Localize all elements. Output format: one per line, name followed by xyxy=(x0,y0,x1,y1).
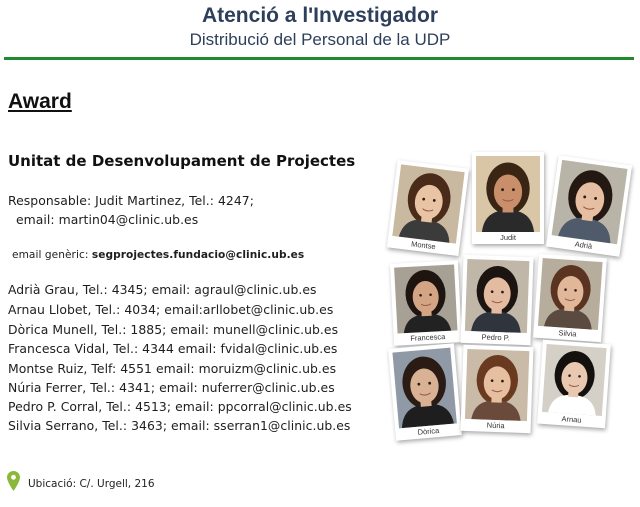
staff-item: Arnau Llobet, Tel.: 4034; email:arllobet@clinic.ub.es xyxy=(8,302,334,317)
staff-photo xyxy=(537,340,611,429)
responsable-email[interactable]: email: martin04@clinic.ub.es xyxy=(16,212,199,227)
portrait-image xyxy=(392,348,456,429)
map-pin-icon xyxy=(7,471,20,491)
location-text: Ubicació: C/. Urgell, 216 xyxy=(28,478,155,490)
photo-caption: Adrià xyxy=(574,239,593,251)
generic-email-link[interactable]: segprojectes.fundacio@clinic.ub.es xyxy=(91,249,305,261)
staff-item: Adrià Grau, Tel.: 4345; email: agraul@clinic.ub.es xyxy=(8,282,317,297)
generic-email-line xyxy=(12,249,304,261)
staff-photo xyxy=(390,260,462,345)
page-subtitle: Distribució del Personal de la UDP xyxy=(189,30,451,49)
staff-photo xyxy=(533,254,607,343)
staff-photo xyxy=(472,152,544,244)
staff-item: Dòrica Munell, Tel.: 1885; email: munell@clinic.ub.es xyxy=(8,322,339,337)
staff-photo xyxy=(387,160,469,256)
photo-caption: Francesca xyxy=(410,332,446,343)
photo-caption: Montse xyxy=(410,239,437,252)
unit-title: Unitat de Desenvolupament de Projectes xyxy=(8,152,356,170)
staff-photo xyxy=(460,255,533,345)
responsable-line: Responsable: Judit Martinez, Tel.: 4247; xyxy=(8,193,254,208)
photo-caption: Silvia xyxy=(558,328,577,339)
staff-photo xyxy=(546,155,632,256)
portrait-image xyxy=(465,259,529,333)
photo-caption: Núria xyxy=(486,420,505,431)
portrait-image xyxy=(538,258,603,330)
photo-caption: Dòrica xyxy=(417,425,440,437)
staff-photo xyxy=(388,343,462,440)
photo-caption: Judit xyxy=(500,233,516,242)
photo-caption: Arnau xyxy=(561,414,582,425)
photo-caption: Pedro P. xyxy=(481,332,510,343)
page-title: Atenció a l'Investigador xyxy=(201,4,439,27)
staff-item: Silvia Serrano, Tel.: 3463; email: sserran1@clinic.ub.es xyxy=(8,418,351,433)
portrait-image xyxy=(542,344,607,416)
portrait-image xyxy=(476,156,540,232)
generic-email-label: email genèric: xyxy=(12,249,89,261)
staff-photo xyxy=(461,345,534,433)
portrait-image xyxy=(552,160,628,244)
portrait-image xyxy=(465,349,529,421)
staff-item: Francesca Vidal, Tel.: 4344 email: fvidal@clinic.ub.es xyxy=(8,341,338,356)
staff-item: Montse Ruiz, Telf: 4551 email: moruizm@clinic.ub.es xyxy=(8,361,337,376)
staff-item: Pedro P. Corral, Tel.: 4513; email: ppcorral@clinic.ub.es xyxy=(8,399,352,414)
section-heading: Award xyxy=(8,90,72,113)
header-divider xyxy=(4,57,634,60)
staff-item: Núria Ferrer, Tel.: 4341; email: nuferrer@clinic.ub.es xyxy=(8,380,335,395)
portrait-image xyxy=(394,264,457,333)
portrait-image xyxy=(392,164,464,243)
